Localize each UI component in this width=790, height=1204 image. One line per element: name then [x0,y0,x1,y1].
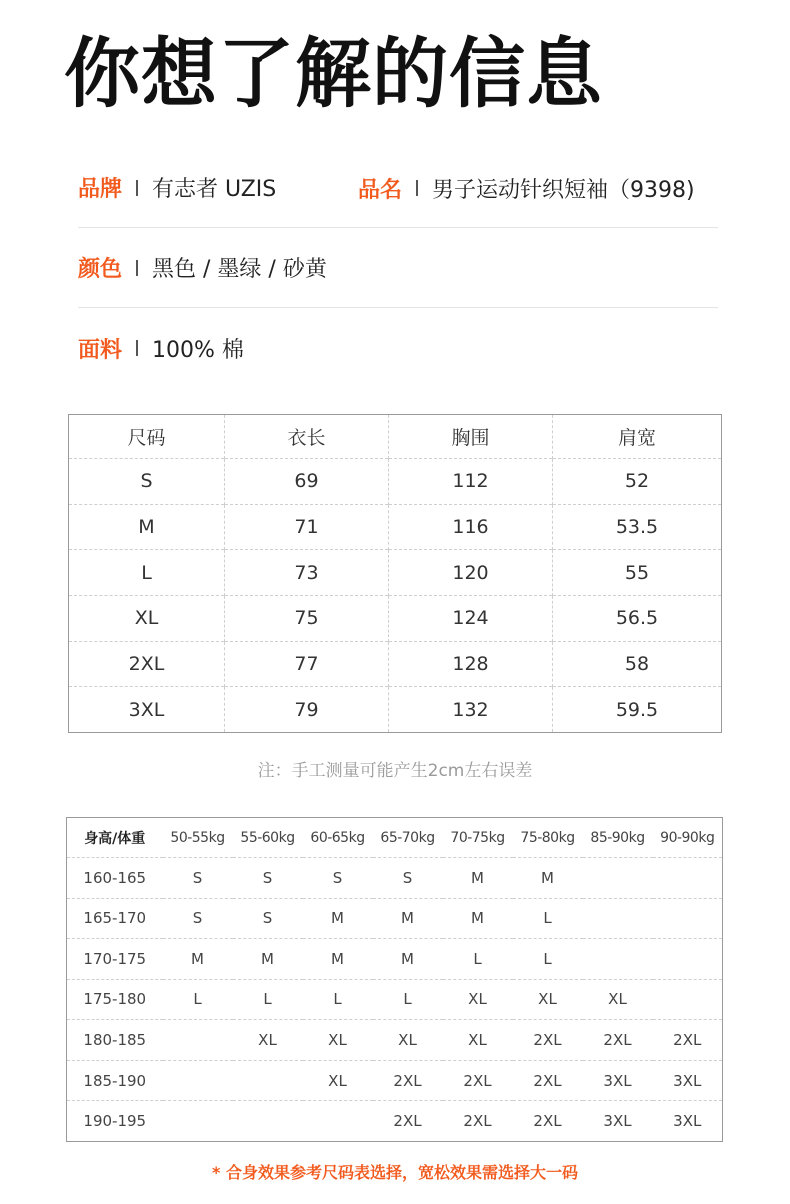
brand-value: 有志者 UZIS [152,177,277,202]
recommended-size-cell [583,898,653,939]
recommended-size-cell [163,1020,233,1061]
recommended-size-cell: L [513,898,583,939]
height-range-cell: 190-195 [67,1101,163,1142]
info-row-color [78,228,718,308]
height-range-cell: 185-190 [67,1060,163,1101]
recommended-size-cell: S [163,898,233,939]
size-chart-header-row [69,415,722,459]
size-chart-row [69,595,722,641]
recommended-size-cell: M [163,939,233,980]
recommended-size-cell: 2XL [373,1101,443,1142]
recommended-size-cell: XL [303,1020,373,1061]
size-chart-cell: 58 [553,641,722,687]
recommended-size-cell: M [303,939,373,980]
fit-tip-note: * 合身效果参考尺码表选择，宽松效果需选择大一码 [212,1163,578,1182]
recommended-size-cell: L [163,979,233,1020]
separator [136,180,138,196]
recommended-size-cell: 2XL [513,1020,583,1061]
recommended-size-cell: L [303,979,373,1020]
separator [416,180,418,196]
recommended-size-cell: XL [303,1060,373,1101]
height-range-cell: 165-170 [67,898,163,939]
height-range-cell: 160-165 [67,858,163,899]
size-chart-cell: L [69,550,225,596]
size-chart-table [68,414,722,733]
recommended-size-cell: 3XL [653,1060,723,1101]
size-chart-cell: 56.5 [553,595,722,641]
weight-range-header: 85-90kg [590,829,645,846]
weight-range-header: 90-90kg [660,829,715,846]
size-chart-cell: 75 [225,595,389,641]
material-value: 100% 棉 [152,337,244,363]
weight-range-header: 60-65kg [310,829,365,846]
size-chart-cell: 120 [389,550,553,596]
recommended-size-cell: XL [443,1020,513,1061]
brand-label: 品牌 [78,177,123,202]
weight-range-header: 75-80kg [520,829,575,846]
size-chart-row [69,504,722,550]
recommended-size-cell: S [233,898,303,939]
weight-range-header: 70-75kg [450,829,505,846]
height-weight-corner: 身高/体重 [84,830,146,847]
size-chart-cell: 52 [553,459,722,505]
color-label: 颜色 [78,257,123,282]
height-range-cell: 170-175 [67,939,163,980]
recommended-size-cell: 2XL [653,1020,723,1061]
recommended-size-cell: 2XL [443,1101,513,1142]
recommended-size-cell: S [303,858,373,899]
weight-range-header: 65-70kg [380,829,435,846]
recommendation-row [67,1060,723,1101]
size-chart-cell: XL [69,595,225,641]
recommendation-row [67,1020,723,1061]
size-chart-cell: 128 [389,641,553,687]
recommended-size-cell: S [163,858,233,899]
size-chart-cell: 124 [389,595,553,641]
recommended-size-cell: XL [513,979,583,1020]
recommended-size-cell: M [233,939,303,980]
size-chart-row [69,687,722,733]
recommended-size-cell: M [513,858,583,899]
recommended-size-cell: L [513,939,583,980]
recommended-size-cell: 2XL [513,1060,583,1101]
recommended-size-cell: XL [583,979,653,1020]
size-chart-cell: 55 [553,550,722,596]
info-row-material [78,308,718,388]
recommended-size-cell: M [373,898,443,939]
recommended-size-cell [163,1101,233,1142]
recommended-size-cell: 2XL [583,1020,653,1061]
size-chart-row [69,459,722,505]
weight-range-header: 55-60kg [240,829,295,846]
brand-item [78,172,276,203]
height-range-cell: 175-180 [67,979,163,1020]
recommended-size-cell: M [373,939,443,980]
separator [136,260,138,276]
recommended-size-cell [653,898,723,939]
color-item [78,252,327,283]
product-name-item [358,148,695,228]
recommended-size-cell: S [233,858,303,899]
size-chart-cell: 59.5 [553,687,722,733]
recommended-size-cell: M [303,898,373,939]
recommended-size-cell: S [373,858,443,899]
size-chart-cell: 53.5 [553,504,722,550]
recommended-size-cell: 2XL [443,1060,513,1101]
recommended-size-cell [583,939,653,980]
size-chart-cell: 112 [389,459,553,505]
size-chart-cell: 71 [225,504,389,550]
recommended-size-cell: 3XL [583,1060,653,1101]
recommendation-row [67,858,723,899]
product-name-label: 品名 [358,177,403,203]
recommended-size-cell: 2XL [513,1101,583,1142]
recommended-size-cell: L [233,979,303,1020]
size-chart-cell: 79 [225,687,389,733]
height-range-cell: 180-185 [67,1020,163,1061]
size-chart-cell: S [69,459,225,505]
recommended-size-cell: 3XL [653,1101,723,1142]
size-chart-cell: 132 [389,687,553,733]
material-item [78,333,244,364]
recommended-size-cell [653,858,723,899]
recommended-size-cell: L [443,939,513,980]
size-chart-cell: 69 [225,459,389,505]
size-chart-row [69,550,722,596]
weight-range-header: 50-55kg [170,829,225,846]
size-chart-header: 尺码 [127,427,166,449]
size-chart-cell: M [69,504,225,550]
recommended-size-cell: M [443,858,513,899]
size-chart-cell: 77 [225,641,389,687]
size-chart-header: 肩宽 [553,415,722,459]
measurement-note: 注：手工测量可能产生2cm左右误差 [257,761,533,781]
size-chart-cell: 2XL [69,641,225,687]
separator [136,340,138,356]
recommended-size-cell [583,858,653,899]
recommended-size-cell: XL [373,1020,443,1061]
recommended-size-cell: M [443,898,513,939]
size-chart-cell: 116 [389,504,553,550]
recommended-size-cell: XL [233,1020,303,1061]
recommended-size-cell [233,1101,303,1142]
size-chart-cell: 3XL [69,687,225,733]
recommendation-row [67,979,723,1020]
recommended-size-cell: 3XL [583,1101,653,1142]
color-value: 黑色 / 墨绿 / 砂黄 [152,257,327,282]
product-name-value: 男子运动针织短袖（9398) [432,177,695,203]
recommendation-row [67,939,723,980]
recommended-size-cell [653,979,723,1020]
recommendation-row [67,1101,723,1142]
size-chart-header: 胸围 [389,415,553,459]
recommendation-row [67,898,723,939]
recommended-size-cell: L [373,979,443,1020]
recommended-size-cell [303,1101,373,1142]
recommended-size-cell [163,1060,233,1101]
page-title: 你想了解的信息 [64,29,603,118]
info-row-brand-name [78,148,718,228]
size-chart-row [69,641,722,687]
recommended-size-cell [233,1060,303,1101]
material-label: 面料 [78,337,123,363]
recommended-size-cell: 2XL [373,1060,443,1101]
size-chart-header: 衣长 [225,415,389,459]
size-chart-cell: 73 [225,550,389,596]
size-recommendation-table [66,817,723,1142]
recommendation-header-row [67,818,723,858]
recommended-size-cell: XL [443,979,513,1020]
recommended-size-cell [653,939,723,980]
